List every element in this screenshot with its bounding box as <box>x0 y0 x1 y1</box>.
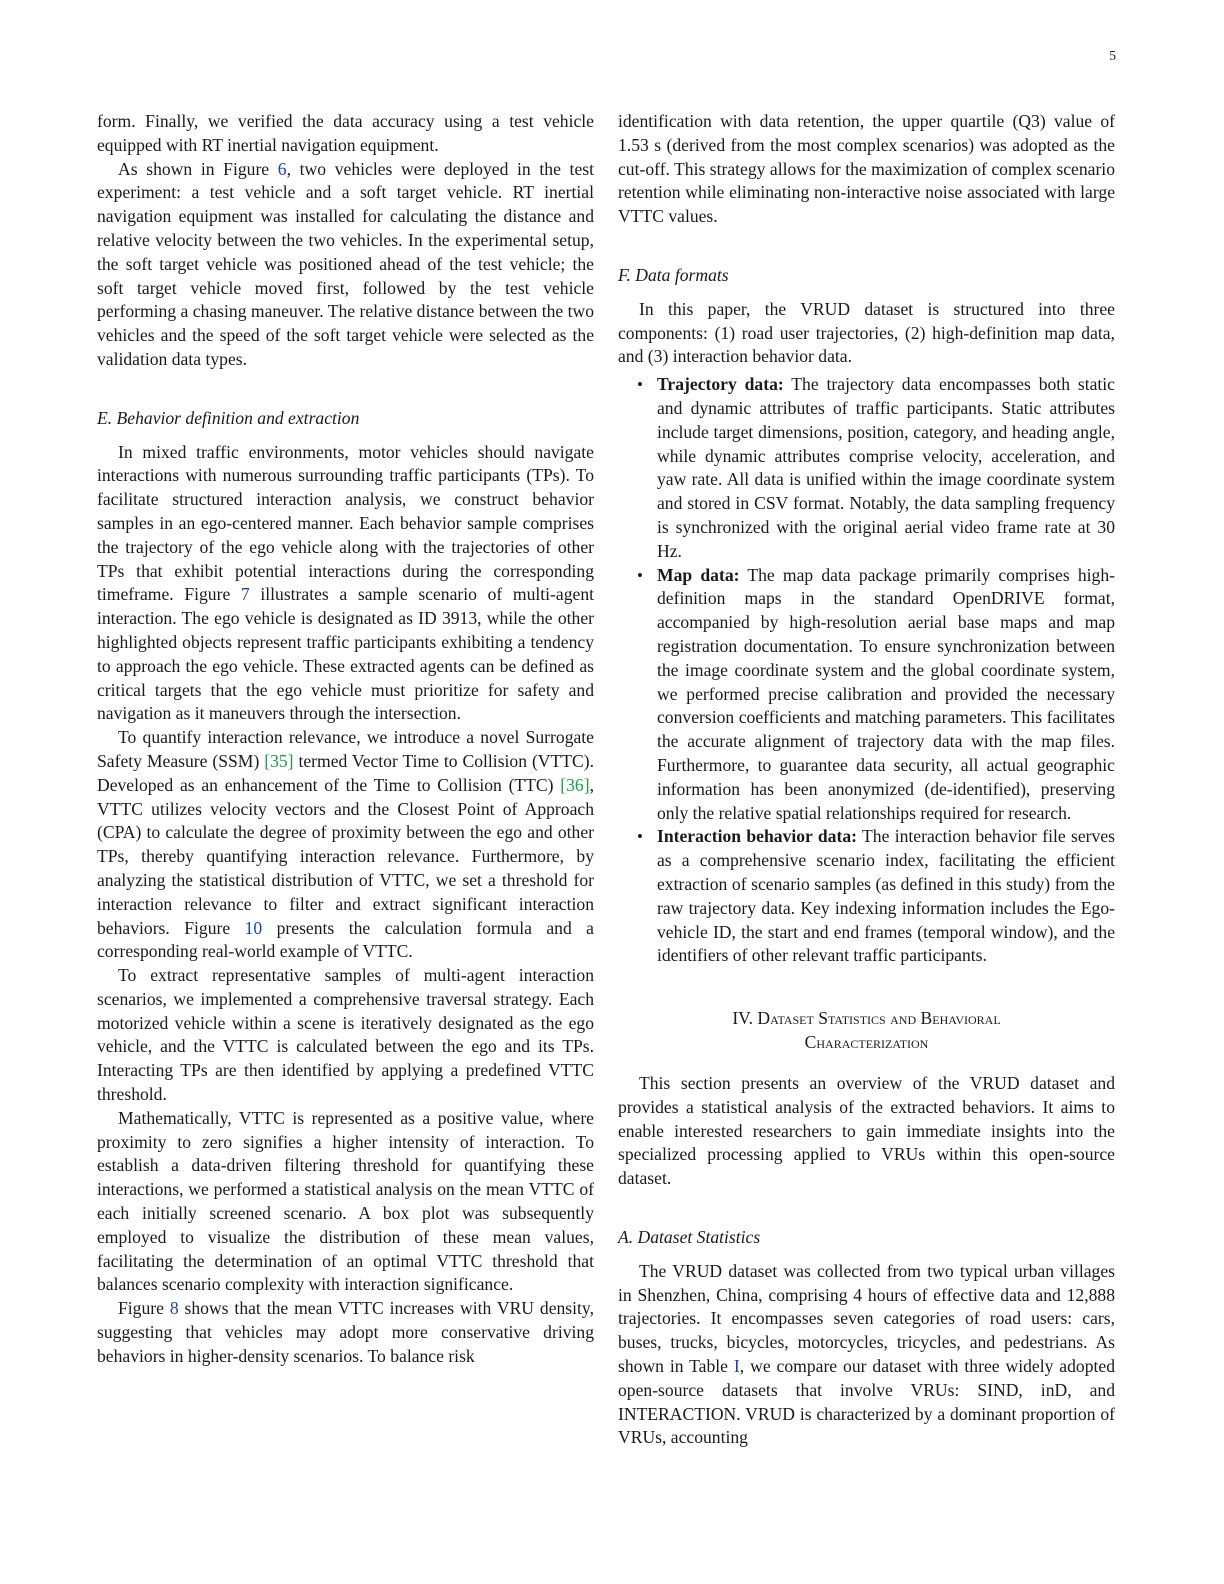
page-number: 5 <box>1109 48 1116 63</box>
paragraph: form. Finally, we verified the data accuracy using a test vehicle equipped with RT inertial navigation equipment. <box>97 111 594 155</box>
paragraph <box>97 158 594 372</box>
section-title-line: Characterization <box>804 1032 929 1053</box>
list-item <box>657 564 1115 826</box>
text: , VTTC utilizes velocity vectors and the Closest Point of Approach (CPA) to calculate the degree of proximity between the ego and other TPs, thereby quantifying interaction relevance. Furthermore, by analyzing the statistical distribution of VTTC, we set a threshold for interaction relevance to filter and extract significant interaction behaviors. Figure <box>97 774 594 938</box>
list-term: Trajectory data: <box>657 374 784 395</box>
paragraph <box>97 441 594 727</box>
section-title-line: Dataset Statistics and Behavioral <box>757 1008 1001 1029</box>
left-column <box>97 110 594 1369</box>
text: The interaction behavior file serves as a comprehensive scenario index, facilitating the efficient extraction of scenario samples (as defined in this study) from the raw trajectory data. Key indexing information includes the Ego-vehicle ID, the start and end frames (temporal window), and the identifiers of other relevant traffic participants. <box>657 826 1115 966</box>
section-heading <box>618 1006 1115 1054</box>
citation-link[interactable]: [35] <box>264 750 294 771</box>
paragraph <box>97 726 594 964</box>
figure-link[interactable]: 8 <box>169 1298 179 1319</box>
figure-link[interactable]: 7 <box>240 584 250 605</box>
text: presents the calculation formula and a corresponding real-world example of VTTC. <box>97 917 594 962</box>
paragraph: This section presents an overview of the VRUD dataset and provides a statistical analysis of the extracted behaviors. It aims to enable interested researchers to gain immediate insights into the specialized processing applied to VRUs within this open-source dataset. <box>618 1073 1115 1189</box>
paragraph: Mathematically, VTTC is represented as a positive value, where proximity to zero signifies a higher intensity of interaction. To establish a data-driven filtering threshold for quantifying these interactions, we performed a statistical analysis on the mean VTTC of each initially screened scenario. A box plot was subsequently employed to visualize the distribution of these mean values, facilitating the determination of an optimal VTTC threshold that balances scenario complexity with interaction significance. <box>97 1107 594 1295</box>
text: , we compare our dataset with three widely adopted open-source datasets that involve VRUs: SIND, inD, and INTERACTION. VRUD is characterized by a dominant proportion of VRUs, accounting <box>618 1356 1116 1448</box>
text: The VRUD dataset was collected from two typical urban villages in Shenzhen, China, comprising 4 hours of effective data and 12,888 trajectories. It encompasses seven categories of road users: cars, buses, trucks, bicycles, motorcycles, tricycles, and pedestrians. As shown in Table <box>618 1260 1115 1377</box>
section-numeral: IV. <box>732 1008 758 1029</box>
text: , two vehicles were deployed in the test experiment: a test vehicle and a soft target vehicle. RT inertial navigation equipment was installed for calculating the distance and relative velocity between the two vehicles. In the experimental setup, the soft target vehicle was positioned ahead of the test vehicle; the soft target vehicle moved first, followed by the test vehicle performing a chasing maneuver. The relative distance between the two vehicles and the speed of the soft target vehicle were selected as the validation data types. <box>97 158 594 369</box>
list-item <box>657 373 1115 563</box>
list-term: Map data: <box>657 564 740 585</box>
list-item <box>657 825 1115 968</box>
text: shows that the mean VTTC increases with VRU density, suggesting that vehicles may adopt more conservative driving behaviors in higher-density scenarios. To balance risk <box>97 1298 594 1366</box>
text: As shown in Figure <box>118 158 278 179</box>
subsection-heading: E. Behavior definition and extraction <box>97 407 360 428</box>
text: Figure <box>118 1298 170 1319</box>
paragraph: In this paper, the VRUD dataset is structured into three components: (1) road user trajectories, (2) high-definition map data, and (3) interaction behavior data. <box>618 298 1115 367</box>
subsection-heading: A. Dataset Statistics <box>618 1227 761 1248</box>
paragraph <box>618 1260 1115 1450</box>
text: The map data package primarily comprises high-definition maps in the standard OpenDRIVE format, accompanied by high-resolution aerial base maps and map registration documentation. To ensure synchronization between the image coordinate system and the global coordinate system, we performed precise calibration and provided the necessary conversion coefficients and matching parameters. This facilitates the accurate alignment of trajectory data with the map files. Furthermore, to guarantee data security, all actual geographic information has been anonymized (de-identified), preserving only the relative spatial relationships required for research. <box>657 564 1115 823</box>
text: illustrates a sample scenario of multi-agent interaction. The ego vehicle is designated as ID 3913, while the other highlighted objects represent traffic participants exhibiting a tendency to approach the ego vehicle. These extracted agents can be defined as critical targets that the ego vehicle must prioritize for safety and navigation as it maneuvers through the intersection. <box>97 584 595 724</box>
text: To quantify interaction relevance, we introduce a novel Surrogate Safety Measure (SSM) <box>97 727 594 771</box>
citation-link[interactable]: [36] <box>560 774 590 795</box>
paragraph: identification with data retention, the upper quartile (Q3) value of 1.53 s (derived from the most complex scenarios) was adopted as the cut-off. This strategy allows for the maximization of complex scenario retention while eliminating non-interactive noise associated with large VTTC values. <box>618 111 1115 227</box>
paragraph: To extract representative samples of multi-agent interaction scenarios, we implemented a comprehensive traversal strategy. Each motorized vehicle within a scene is iteratively designated as the ego vehicle, and the VTTC is calculated between the ego and its TPs. Interacting TPs are then identified by applying a predefined VTTC threshold. <box>97 965 594 1105</box>
figure-link[interactable]: 10 <box>244 917 263 938</box>
figure-link[interactable]: 6 <box>277 158 287 179</box>
paragraph <box>97 1297 594 1368</box>
table-link[interactable]: I <box>733 1356 740 1377</box>
text: termed Vector Time to Collision (VTTC). Developed as an enhancement of the Time to Collision (TTC) <box>97 750 594 795</box>
bullet-list <box>618 373 1115 968</box>
right-column <box>618 110 1115 1450</box>
subsection-heading: F. Data formats <box>618 264 729 285</box>
text: The trajectory data encompasses both static and dynamic attributes of traffic participants. Static attributes include target dimensions, position, category, and heading angle, while dynamic attributes comprise velocity, acceleration, and yaw rate. All data is unified within the image coordinate system and stored in CSV format. Notably, the data sampling frequency is synchronized with the original aerial video frame rate at 30 Hz. <box>657 374 1115 561</box>
text: In mixed traffic environments, motor vehicles should navigate interactions with numerous surrounding traffic participants (TPs). To facilitate structured interaction analysis, we construct behavior samples in an ego-centered manner. Each behavior sample comprises the trajectory of the ego vehicle along with the trajectories of other TPs that exhibit potential interactions during the corresponding timeframe. Figure <box>97 441 594 605</box>
list-term: Interaction behavior data: <box>657 826 857 847</box>
